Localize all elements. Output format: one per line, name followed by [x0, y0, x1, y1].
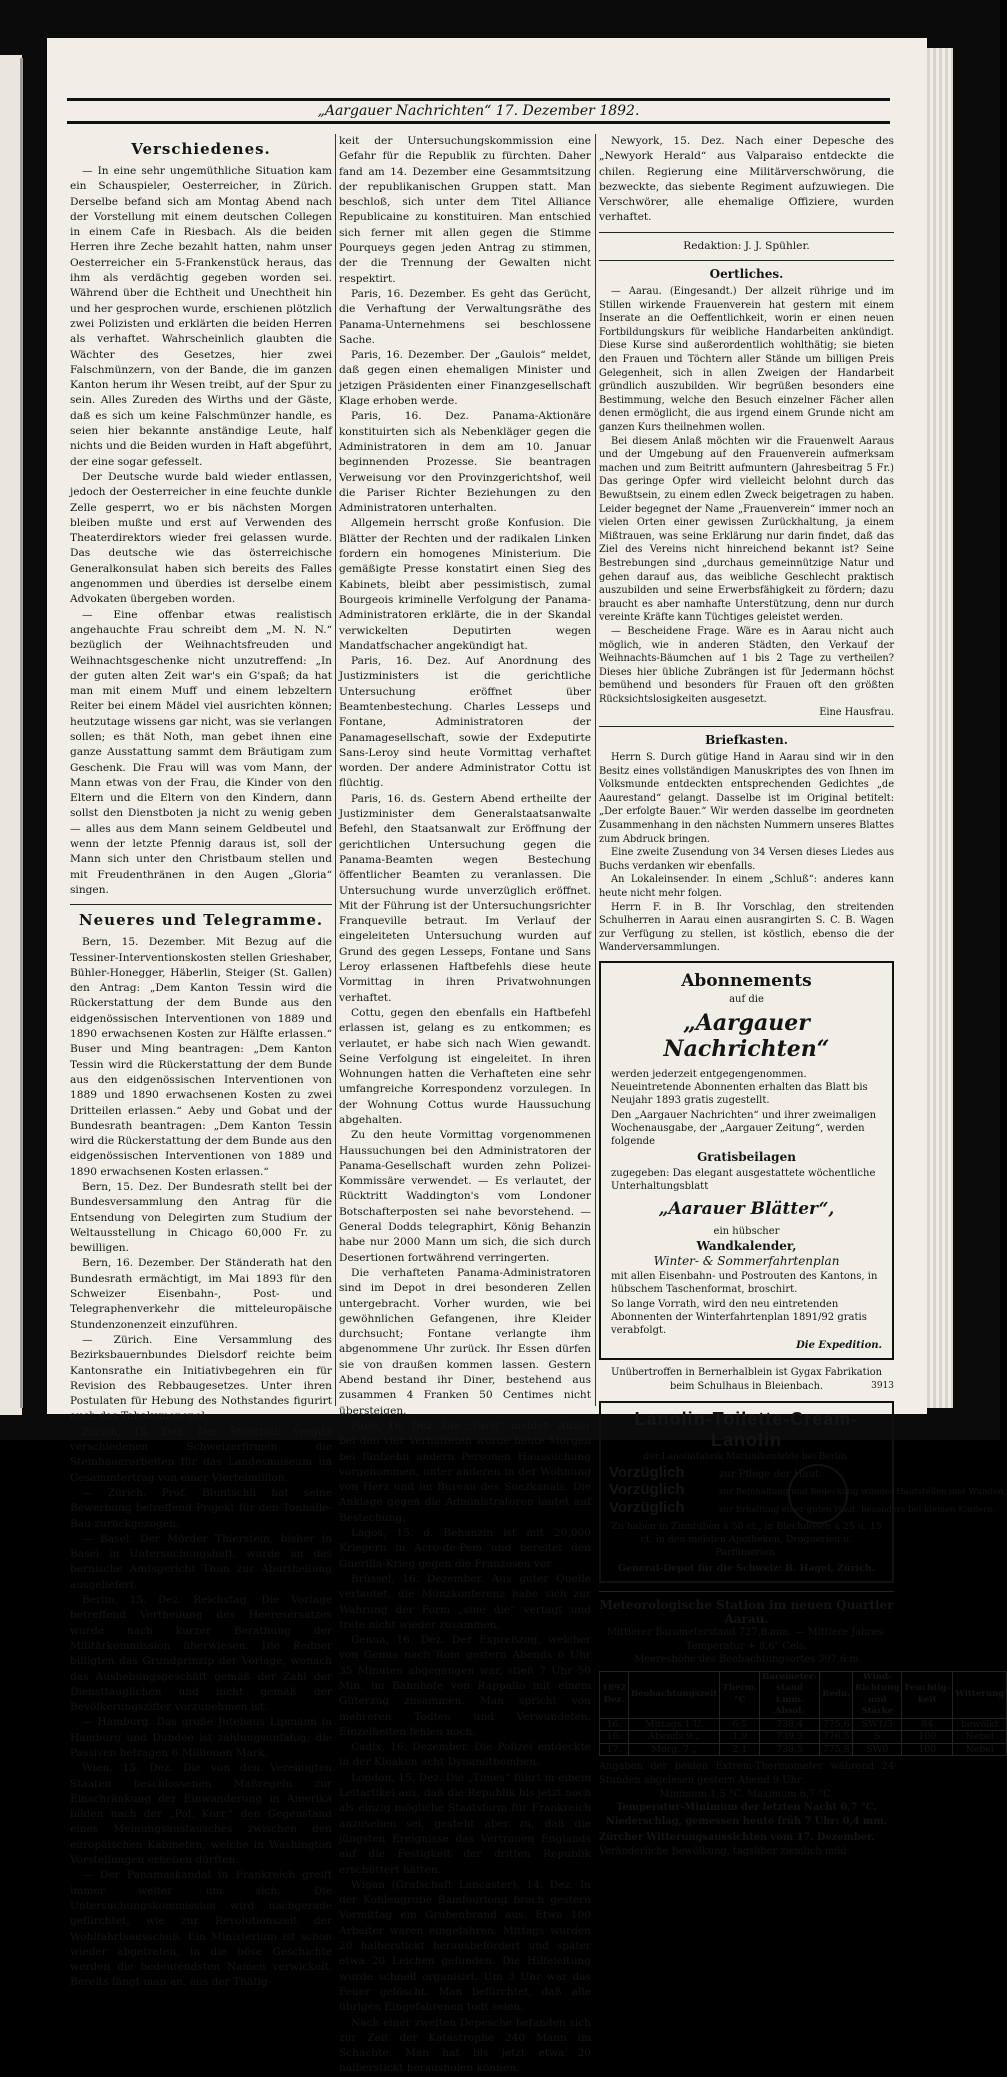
article-paragraph: — Basel. Der Mörder Thierstein, bisher in Basel in Untersuchungshaft, wurde an das bernische Amtsgericht Thun zur Aburtheilung ausgeliefert. — [70, 1532, 332, 1591]
article-paragraph: Paris, 16. Dezember. Es geht das Gerücht, die Verhaftung der Verwaltungsräthe des Panama-Unternehmens sei beschlossene Sache. — [339, 287, 591, 346]
article-paragraph: keit der Untersuchungskommission eine Gefahr für die Republik zu fürchten. Daher fand am 14. Dezember eine Gesammtsitzung der republikanischen Gruppen statt. Man beschloß, sich unter dem Titel Alliance Republicaine zu konstituiren. Man entschied sich ferner mit allen gegen die Stimme Pourqueys gegen jeden Antrag zu stimmen, der die Trennung der Gewalten nicht respektirt. — [339, 135, 591, 285]
weather-text: Meereshöhe des Beobachtungsortes 397,6 m — [634, 1654, 859, 1666]
table-cell: bewölkt — [953, 1718, 1007, 1731]
letterbox — [599, 751, 894, 955]
article-paragraph: — In eine sehr ungemüthliche Situation kam ein Schauspieler, Oesterreicher, in Zürich. Derselbe befand sich am Montag Abend nach der Vorstellung mit einem deutschen Collegen in einem Cafe in Riesbach. Als die beiden Herren ihre Zeche bezahlt hatten, nahm unser Oesterreicher ein 5-Frankenstück heraus, das ihm als verdächtig gegeben worden sei. Während über die Echtheit und Unechtheit hin und her gesprochen wurde, erschienen plötzlich zwei Polizisten und erklärten die beiden Herren als verhaftet. Wahrscheinlich glaubten die Wächter des Gesetzes, hier zwei Falschmünzern, von der Bande, die im ganzen Kanton herum ihr Wesen treibt, auf der Spur zu sein. Alles Zureden des Wirths und der Gäste, daß es sich um keine Falschmünzer handle, es seien hier bekannte anständige Leute, half nichts und die Beiden wurden in Haft abgeführt, der eine sogar gefesselt. — [70, 165, 332, 468]
table-cell: 100 — [902, 1731, 953, 1744]
weather-col-header: Feuchtig-keit — [902, 1671, 953, 1718]
page-gutter-line — [20, 58, 23, 1408]
article-paragraph: Cadix, 16. Dezember. Die Polizei entdeckte in der Kloaken acht Dynamitbomben. — [339, 1741, 591, 1769]
weather-text: Angaben der beiden Extrem-Thermometer während 24 Stunden abgelesen gestern Abend 9 Uhr: — [599, 1761, 894, 1787]
page-header — [67, 98, 890, 124]
article-paragraph: Allgemein herrscht große Konfusion. Die Blätter der Rechten und der radikalen Linken fordern ein homogenes Ministerium. Die gemäßigte Presse konstatirt einen Sieg des Kabinets, bleibt aber pessimistisch, zumal Bourgeois kriminelle Verfolgung der Panama-Administratoren erklärte, die in der Skandal verwickelten Deputirten wegen Mandatfschacher angekündigt hat. — [339, 517, 591, 652]
header-rule-bottom — [67, 121, 890, 124]
article-paragraph: — Eine offenbar etwas realistisch angehauchte Frau schreibt dem „M. N. N.“ bezüglich der Weihnachtsfreuden und Weihnachtsgeschenke nicht unzutreffend: „In der guten alten Zeit war's ein G'spaß; da hat man mit einem Muff und einem lebzeltern Reiter bei einem Mädel viel ausrichten können; heutzutage wissens gar nicht, was sie verlangen sollen; es thät Noth, man gebet ihnen eine ganze Ausstattung sammt dem Bräutigam zum Geschenk. Die Frau will was vom Mann, der Mann etwas von der Frau, die Kinder von den Eltern und die Eltern von den Kindern, dann sollst den Dienstboten ja nicht zu wenig geben — alles aus dem Mann seinem Geldbeutel und wenn der letzte Pfennig daraus ist, soll der Mann sich unter den Christbaum stellen und mit Freudenthränen in den Augen „Gloria“ singen. — [70, 608, 332, 896]
article-paragraph: An Lokaleinsender. In einem „Schluß“: anderes kann heute nicht mehr folgen. — [599, 874, 894, 900]
advert-heading: Gratisbeilagen — [697, 1149, 796, 1164]
section-rule — [599, 232, 894, 233]
lanolin-advert — [599, 1401, 1007, 1583]
advert-text: General-Depot für die Schweiz: B. Hagel, Zürich. — [618, 1563, 875, 1575]
article-paragraph: — Der Panamaskandal in Frankreich greift immer weiter um sich. Die Untersuchungskommission wird nachgerade gefürchtet, wie zur Revolutionszeit der Wohlfahrtsausschuß. Ein Ministerium ist schon wieder abgetreten, in die böse Geschichte werden die bedeutendsten Namen verwickelt. Bereits fängt man an, aus der Thätig- — [70, 1869, 332, 1989]
table-cell: 17. — [600, 1743, 629, 1756]
article-paragraph: Nach einer zweiten Depesche befanden sich zur Zeit der Katastrophe 240 Mann im Schachte. Man hat bis jetzt etwa 20 halberstickt herausholen können. — [339, 2016, 591, 2075]
weather-col-header: Beobachtungszeit — [628, 1671, 719, 1718]
section-title-oertliches: Oertliches. — [709, 267, 784, 282]
article-paragraph: Paris, 16. Dez. Auf Anordnung des Justizministers ist die gerichtliche Untersuchung eröffnet über Beamtenbestechung. Charles Lesseps und Fontane, Administratoren der Panamagesellschaft, sowie der Exdeputirte Sans-Leroy sind heute Vormittag verhaftet worden. Der andere Administrator Cottu ist flüchtig. — [339, 655, 591, 790]
advert-title: Lanolin-Toilette-Cream-Lanolin — [634, 1409, 859, 1451]
ad-number: 3913 — [871, 1380, 894, 1391]
advert-keyword: Vorzüglich — [609, 1464, 685, 1482]
article-paragraph: London, 15. Dez. Die „Times“ führt in einem Leitartikel aus, daß die Republik bis jetzt noch als einzig mögliche Staatsform für Frankreich anzusehen sei, gesteht aber zu, daß die jüngsten Ereignisse das Vertrauen Englands auf die Festigkeit der dritten Republik erschüttert hätten. — [339, 1771, 591, 1876]
weather-text: Temperatur-Minimum der letzten Nacht 0,7 °C. — [616, 1802, 877, 1814]
column-left — [70, 134, 332, 1989]
weather-col-header: Witterung — [953, 1671, 1007, 1718]
advert-text: zugegeben: Das elegant ausgestattete wöchentliche Unterhaltungsblatt — [611, 1167, 876, 1192]
advert-text: mit allen Eisenbahn- und Postrouten des Kantons, in hübschem Taschenformat, broschirt. — [611, 1270, 878, 1295]
local-news — [599, 285, 894, 720]
section-title-verschiedenes: Verschiedenes. — [131, 140, 271, 158]
column-divider — [335, 134, 336, 1406]
weather-col-header: Wind-Richtung und Stärke — [853, 1671, 902, 1718]
weather-text: Niederschlag, gemessen heute früh 7 Uhr: 0,4 mm. — [605, 1815, 888, 1827]
article-paragraph: Paris, 16. Dez. Panama-Aktionäre konstituirten sich als Nebenkläger gegen die Administratoren in dem am 10. Januar beginnenden Prozesse. Sie beantragen Verweisung vor den Provinzgerichtshof, weil die Pariser Richter Beziehungen zu den Administratoren unterhalten. — [339, 410, 591, 515]
article-paragraph: Paris, 16. Dezember. Der „Gaulois“ meldet, daß gegen einen ehemaligen Minister und jetzigen Präsidenten einer Finanzgesellschaft Klage erhoben werde. — [339, 349, 591, 408]
newspaper-page — [47, 38, 1007, 2075]
advert-title: Abonnements — [681, 970, 812, 991]
article-paragraph: Bern, 15. Dezember. Mit Bezug auf die Tessiner-Interventionskosten stellen Grieshaber, Bühler-Honegger, Häberlin, Steiger (St. Gallen) den Antrag: „Dem Kanton Tessin wird die Rückerstattung der dem Bunde aus den eidgenössischen Interventionen von 1889 und 1890 erwachsenen Kosten zur Hälfte erlassen.“ Buser und Ming beantragen: „Dem Kanton Tessin wird die Rückerstattung der dem Bunde aus den eidgenössischen Interventionen von 1889 und 1890 erwachsenen Kosten zu zwei Dritteilen erlassen.“ Aeby und Gobat und der Bundesrath beantragen: „Dem Kanton Tessin wird die Rückerstattung der dem Bunde aus den eidgenössischen Interventionen von 1889 und 1890 erwachsenen Kosten erlassen.“ — [70, 936, 332, 1178]
advert-text: zur Reinhaltung und Bedeckung wunder Hautstellen und Wunden. — [719, 1487, 1007, 1498]
table-cell: 775,8 — [820, 1743, 853, 1756]
weather-table — [599, 1671, 1007, 1757]
article-paragraph: Zu den heute Vormittag vorgenommenen Haussuchungen bei den Administratoren der Panama-Gesellschaft wurden zehn Polizei-Kommissäre verwendet. — Es verlautet, der Rücktritt Waddington's vom Londoner Botschafterposten sei nahe bevorstehend. — General Dodds telegraphirt, König Behanzin habe nur 2000 Mann um sich, die sich durch Desertionen fortwährend verringerten. — [339, 1129, 591, 1264]
article-paragraph: Herrn F. in B. Ihr Vorschlag, den streitenden Schulherren in Aarau einen ausrangirten S. C. B. Wagen zur Verfügung zu stellen, ist köstlich, ebenso die der Wanderversammlungen. — [599, 901, 894, 954]
previous-page-edge — [0, 55, 22, 1415]
article-paragraph: Zürich, 15. Dez. Der Stadtrath vergibt verschiedenen Schweizerfirmen die Steinhauerarbeiten für das Landesmuseum im Gesammtertrag von einer Viertelmillion. — [70, 1425, 332, 1484]
lanolin-logo — [788, 1464, 848, 1524]
article-paragraph: Newyork, 15. Dez. Nach einer Depesche des „Newyork Herald“ aus Valparaiso entdeckte die chilen. Regierung eine Militärverschwörung, die bezweckte, das siebente Regiment aufzuwiegen. Die Verschwörer, alle ehemalige Offiziere, wurden verhaftet. — [599, 135, 894, 224]
article-paragraph: Paris, 16. Dez. Die „Paris“ meldet: Außer bei den vier Verhafteten wurde heute Morgen bei fünfzehn andern Personen Haussuchung vorgenommen, unter anderen in der Wohnung von Herz und im Bureau des Suezkanals. Die Anklage gegen die Administratoren lautet auf Bestechung. — [339, 1419, 591, 1524]
section-title-briefkasten: Briefkasten. — [705, 733, 788, 748]
table-row — [600, 1718, 1007, 1731]
table-cell: 6,5 — [720, 1718, 760, 1731]
table-cell: 775,6 — [820, 1718, 853, 1731]
article-paragraph: Wigan (Grafschaft Lancaster), 14. Dez. In der Kohlengrube Bamfourlong brach gestern Vormittag ein Grubenbrand aus. Etwa 100 Arbeiter waren eingefahren. Mittags wurden 20 halberstickt herausbefördert und später etwa 20 Leichen gefunden. Die Hilfeleitung wurde schnell organisirt. Um 3 Uhr war das Feuer gelöscht. Man befürchtet, daß alle übrigen Eingefahrenen todt seien. — [339, 1878, 591, 2014]
editor-line: Redaktion: J. J. Spühler. — [683, 239, 810, 252]
subscription-advert — [599, 961, 894, 1360]
table-cell: 738,4 — [760, 1718, 820, 1731]
article-paragraph: — Aarau. (Eingesandt.) Der allzeit rührige und im Stillen wirkende Frauenverein hat gestern mit einem Inserate an die Oeffentlichkeit, worin er einen neuen Fortbildungskurs für weibliche Handarbeiten ankündigt. Diese Kurse sind außerordentlich wohlthätig; sie bieten den Frauen und Töchtern aller Stände um billigen Preis Gelegenheit, sich in allen Zweigen der Handarbeit gründlich auszubilden. Wir begrüßen besonders eine Bestimmung, welche den Besuch einzelner Fächer allen denen ermöglicht, die aus irgend einem Grunde nicht am ganzen Kurs theilnehmen wollen. — [599, 286, 894, 434]
article-paragraph: Paris, 16. ds. Gestern Abend ertheilte der Justizminister dem Generalstaatsanwalte Befehl, den Staatsanwalt zur Eröffnung der gerichtlichen Untersuchung gegen die Panama-Beamten wegen Bestechung öffentlicher Beamten zu veranlassen. Die Untersuchung wurde unverzüglich eröffnet. Mit der Führung ist der Untersuchungsrichter Franqueville betraut. Im Verlauf der eingeleiteten Untersuchung wurden auf Grund des gegen Lesseps, Fontane und Sans Leroy erlassenen Haftbefehls diese heute Vormittag in ihren Privatwohnungen verhaftet. — [339, 792, 591, 1004]
table-cell: Abends 9 „ — [628, 1731, 719, 1744]
section-rule — [599, 260, 894, 261]
table-cell: Morg. 7 „ — [628, 1743, 719, 1756]
advert-text: auf die — [729, 993, 764, 1005]
advert-text: Zu haben in Zinntuben à 50 ct., in Blechdosen à 25 u. 15 ct. in den meisten Apotheken, Droguerien u. Parfümerien. — [611, 1521, 882, 1559]
textile-advert — [599, 1366, 894, 1393]
article-paragraph: Berlin, 15. Dez. Reichstag. Die Vorlage betreffend Vertheilung des Heeresersatzes wurde nach kurzer Berathung der Militärkommission überwiesen. Die Redner billigten das Grundprinzip der Vorlage, wonach das Aushebungsgeschäft gemäß der Zahl der Diensttauglichen und nicht gemäß der Bevölkerungsziffer vorzunehmen ist. — [70, 1594, 332, 1714]
weather-col-header: Barometer-stand i.mm. Absol. — [760, 1671, 820, 1718]
table-cell: Nebel — [953, 1731, 1007, 1744]
table-cell: Nebel — [953, 1743, 1007, 1756]
advert-heading: Wandkalender, — [696, 1238, 797, 1253]
table-row — [600, 1731, 1007, 1744]
advert-keyword: Vorzüglich — [609, 1481, 685, 1499]
advert-text: zur Pflege der Haut. — [719, 1469, 823, 1481]
header-title: „Aargauer Nachrichten“ 17. Dezember 1892. — [317, 103, 640, 119]
advert-text: werden jederzeit entgegengenommen. Neueintretende Abonnenten erhalten das Blatt bis Neujahr 1893 gratis zugestellt. — [611, 1068, 868, 1106]
table-cell: SW1/3 — [853, 1718, 902, 1731]
weather-col-header: 1892 Dez. — [600, 1671, 629, 1718]
advert-text: zur Erhaltung einer guten Haut, besonders bei kleinen Kindern. — [719, 1505, 996, 1516]
table-cell: 739,3 — [760, 1731, 820, 1744]
column-right — [599, 134, 1007, 1858]
advert-heading: Winter- & Sommerfahrtenplan — [653, 1253, 840, 1268]
article-paragraph: — Hamburg. Das große Jutehaus Lipmann in Hamburg und Dundee ist zahlungsunfähig; die Passiven betragen 6 Millionen Mark. — [70, 1716, 332, 1759]
table-cell: 776,5 — [820, 1731, 853, 1744]
article-paragraph: — Bescheidene Frage. Wäre es in Aarau nicht auch möglich, wie in anderen Städten, den Verkauf der Weihnachts-Bäumchen auf 1 bis 2 Tage zu vertheilen? Dieses hier übliche Zubrängen ist für Jedermann höchst bemühend und besonders für Frauen oft den größten Rücksichtslosigkeiten ausgesetzt. — [599, 625, 894, 705]
article-paragraph: Bern, 16. Dezember. Der Ständerath hat den Bundesrath ermächtigt, im Mai 1893 für den Schweizer Eisenbahn-, Post- und Telegraphenverkehr die mitteleuropäische Stundenzonenzeit einzuführen. — [70, 1257, 332, 1331]
section-title-telegramme: Neueres und Telegramme. — [78, 911, 324, 930]
article-paragraph: — Zürich. Prof. Bluntschli hat seine Bewerbung betreffend Projekt für den Tonhalle-Bau zurückgezogen. — [70, 1486, 332, 1530]
table-cell: 2,1 — [720, 1743, 760, 1756]
article-paragraph: Genua, 16. Dez. Der Expreßzug, welcher von Genua nach Rom gestern Abends 6 Uhr 35 Minuten abgegangen war, stieß 7 Uhr 50 Min. im Bahnhofe von Rappallo mit einem Güterzug zusammen. Man spricht von mehreren Todten und Verwundeten. Einzelheiten fehlen noch. — [339, 1634, 591, 1738]
page-stack-edge — [927, 48, 953, 1408]
advert-signature: Die Expedition. — [796, 1339, 882, 1351]
advert-keyword: Vorzüglich — [609, 1499, 685, 1517]
article-paragraph: Herrn S. Durch gütige Hand in Aarau sind wir in den Besitz eines vollständigen Manuskriptes des von Ihnen im Volksmunde entdeckten entsprechenden Gedichtes „de Aaurestand“ gelangt. Dasselbe ist im Original betitelt: „Der erfolgte Bauer.“ Wir werden dasselbe im geordneten Zusammenhang in den nächsten Nummern unseres Blattes zum Abdruck bringen. — [599, 752, 895, 845]
weather-text: Mittlerer Barometerstand 727,8 mm. — Mittlere Jahres-Temperatur + 8,6° Cels. — [606, 1627, 887, 1652]
article-paragraph: Lagos, 15. d. Behanzin ist mit 20,000 Kriegern in Acro-de-Pem und bereitet den Guerilla-Krieg gegen die Franzosen vor. — [339, 1527, 591, 1570]
weather-table-header — [600, 1671, 1007, 1718]
section-rule — [599, 726, 894, 727]
article-paragraph: Cottu, gegen den ebenfalls ein Haftbefehl erlassen ist, gelang es zu entkommen; es verlautet, er habe sich nach Wien gewandt. Seine Verfolgung ist eingeleitet. In ihren Wohnungen hatten die Verhafteten eine sehr umfangreiche Korrespondenz vorzulegen. In der Wohnung Cottus wurde Haussuchung abgehalten. — [339, 1006, 591, 1126]
table-row — [600, 1743, 1007, 1756]
weather-station-title: Meteorologische Station im neuen Quartier Aarau. — [599, 1598, 894, 1627]
advert-heading: „Aarauer Blätter“, — [658, 1198, 835, 1219]
article-paragraph: Wien, 15. Dez. Die von den Vereinigten Staaten beschlossenen Maßregeln zur Einschränkung der Einwanderung in Amerika bilden nach der „Pol. Korr.“ den Gegenstand eines Meinungsaustausches zwischen den europäischen Kabineten, welche in Washington Vorstellungen erheben dürften. — [70, 1762, 332, 1867]
article-paragraph: Bern, 15. Dez. Der Bundesrath stellt bei der Bundesversammlung den Antrag für die Entsendung von Delegirten zum Studium der Weltausstellung in Chicago 60,000 Fr. zu bewilligen. — [70, 1181, 332, 1255]
article-paragraph: Eine zweite Zusendung von 34 Versen dieses Liedes aus Buchs verdanken wir ebenfalls. — [599, 847, 894, 872]
article-paragraph: Brüssel, 16. Dezember. Aus guter Quelle verlautet, die Münzkonferenz habe sich zur Wahrung der Form „sine die“ vertagt und trete nicht wieder zusammen. — [339, 1572, 591, 1631]
weather-text: Veränderliche Bewölkung, tagsüber ziemlich mild. — [599, 1846, 850, 1858]
table-cell: 738,5 — [760, 1743, 820, 1756]
column-middle — [339, 134, 591, 2075]
section-rule — [70, 904, 332, 905]
table-cell: 84 — [902, 1718, 953, 1731]
advert-text: So lange Vorrath, wird den neu eintretenden Abonnenten der Winterfahrtenplan 1891/92 gratis verabfolgt. — [611, 1298, 867, 1336]
table-cell: 16. — [600, 1731, 629, 1744]
weather-col-header: Redu. — [820, 1671, 853, 1718]
advert-text: Den „Aargauer Nachrichten“ und ihrer zweimaligen Wochenausgabe, der „Aargauer Zeitung“, werden folgende — [611, 1109, 877, 1147]
article-paragraph: Der Deutsche wurde bald wieder entlassen, jedoch der Oesterreicher in eine feuchte dunkle Zelle gesperrt, wo er bis nächsten Morgen bleiben mußte und erst auf Verwenden des Theaterdirektors wieder frei gelassen wurde. Das deutsche wie das österreichische Generalkonsulat haben sich bereits des Falles angenommen und überdies ist derselbe einem Advokaten übergeben worden. — [70, 470, 332, 606]
article-paragraph: Die verhafteten Panama-Administratoren sind im Depot in drei besonderen Zellen untergebracht. Vorher wurden, wie bei gewöhnlichen Gefangenen, ihre Kleider durchsucht; Fontane verlangte ihm abgenommene Uhr zurück. Ihr Essen dürfen sie von draußen kommen lassen. Gestern Abend bestand ihr Diner, bestehend aus zusammen 4 Franken 50 Centimes nicht übersteigen. — [339, 1266, 591, 1417]
weather-forecast-title: Zürcher Witterungsaussichten vom 17. Dezember. — [599, 1832, 875, 1844]
advert-text: Unübertroffen in Bernerhalblein ist Gygax Fabrikation beim Schulhaus in Bleienbach. — [611, 1366, 882, 1392]
article-signature: Eine Hausfrau. — [819, 707, 894, 719]
advert-text: ein hübscher — [713, 1225, 780, 1237]
table-cell: SW0 — [853, 1743, 902, 1756]
table-cell: 100 — [902, 1743, 953, 1756]
column-divider — [595, 134, 596, 1406]
advert-paper-name: „Aargauer Nachrichten“ — [663, 1009, 830, 1062]
table-cell: 1,9 — [720, 1731, 760, 1744]
section-rule — [599, 1591, 894, 1592]
table-cell: 16. — [600, 1718, 629, 1731]
table-cell: S — [853, 1731, 902, 1744]
article-paragraph: Bei diesem Anlaß möchten wir die Frauenwelt Aaraus und der Umgebung auf den Frauenverein aufmerksam machen und zum Beitritt aufmuntern (Jahresbeitrag 5 Fr.) Das geringe Opfer wird vielleicht belohnt durch das Bewußtsein, zu einem edlen Zweck beigetragen zu haben. Leider begegnet der Name „Frauenverein“ immer noch an vielen Orten einer gewissen Zurückhaltung, ja einem Mißtrauen, was seine Erklärung nur darin findet, daß das Ziel des Vereins nicht hinreichend bekannt ist? Seine Bestrebungen sind „durchaus gemeinnützige Natur und gehen darauf aus, das weibliche Geschlecht praktisch auszubilden und seine Erwerbsfähigkeit zu fördern; dazu braucht es aber namhafte Unterstützung, denn nur durch vereinte Kräfte kann Tüchtiges geleistet werden. — [599, 435, 894, 624]
advert-subtitle: der Lanolinfabrik Martinikenfelde bei Berlin. — [643, 1452, 850, 1463]
table-cell: Mittags 1 U. — [628, 1718, 719, 1731]
article-paragraph: — Zürich. Eine Versammlung des Bezirksbauernbundes Dielsdorf reichte beim Kantonsrathe ein Initiativbegehren ein für Revision des Rebbaugesetzes. Unter ihren Postulaten für Hebung des Nothstandes figurirt auch das Tabaksmonopol. — [70, 1333, 332, 1423]
weather-text: Minimum 1,5 °C. Maximum 6,7 °C. — [659, 1788, 834, 1800]
weather-col-header: Therm. °C — [720, 1671, 760, 1718]
